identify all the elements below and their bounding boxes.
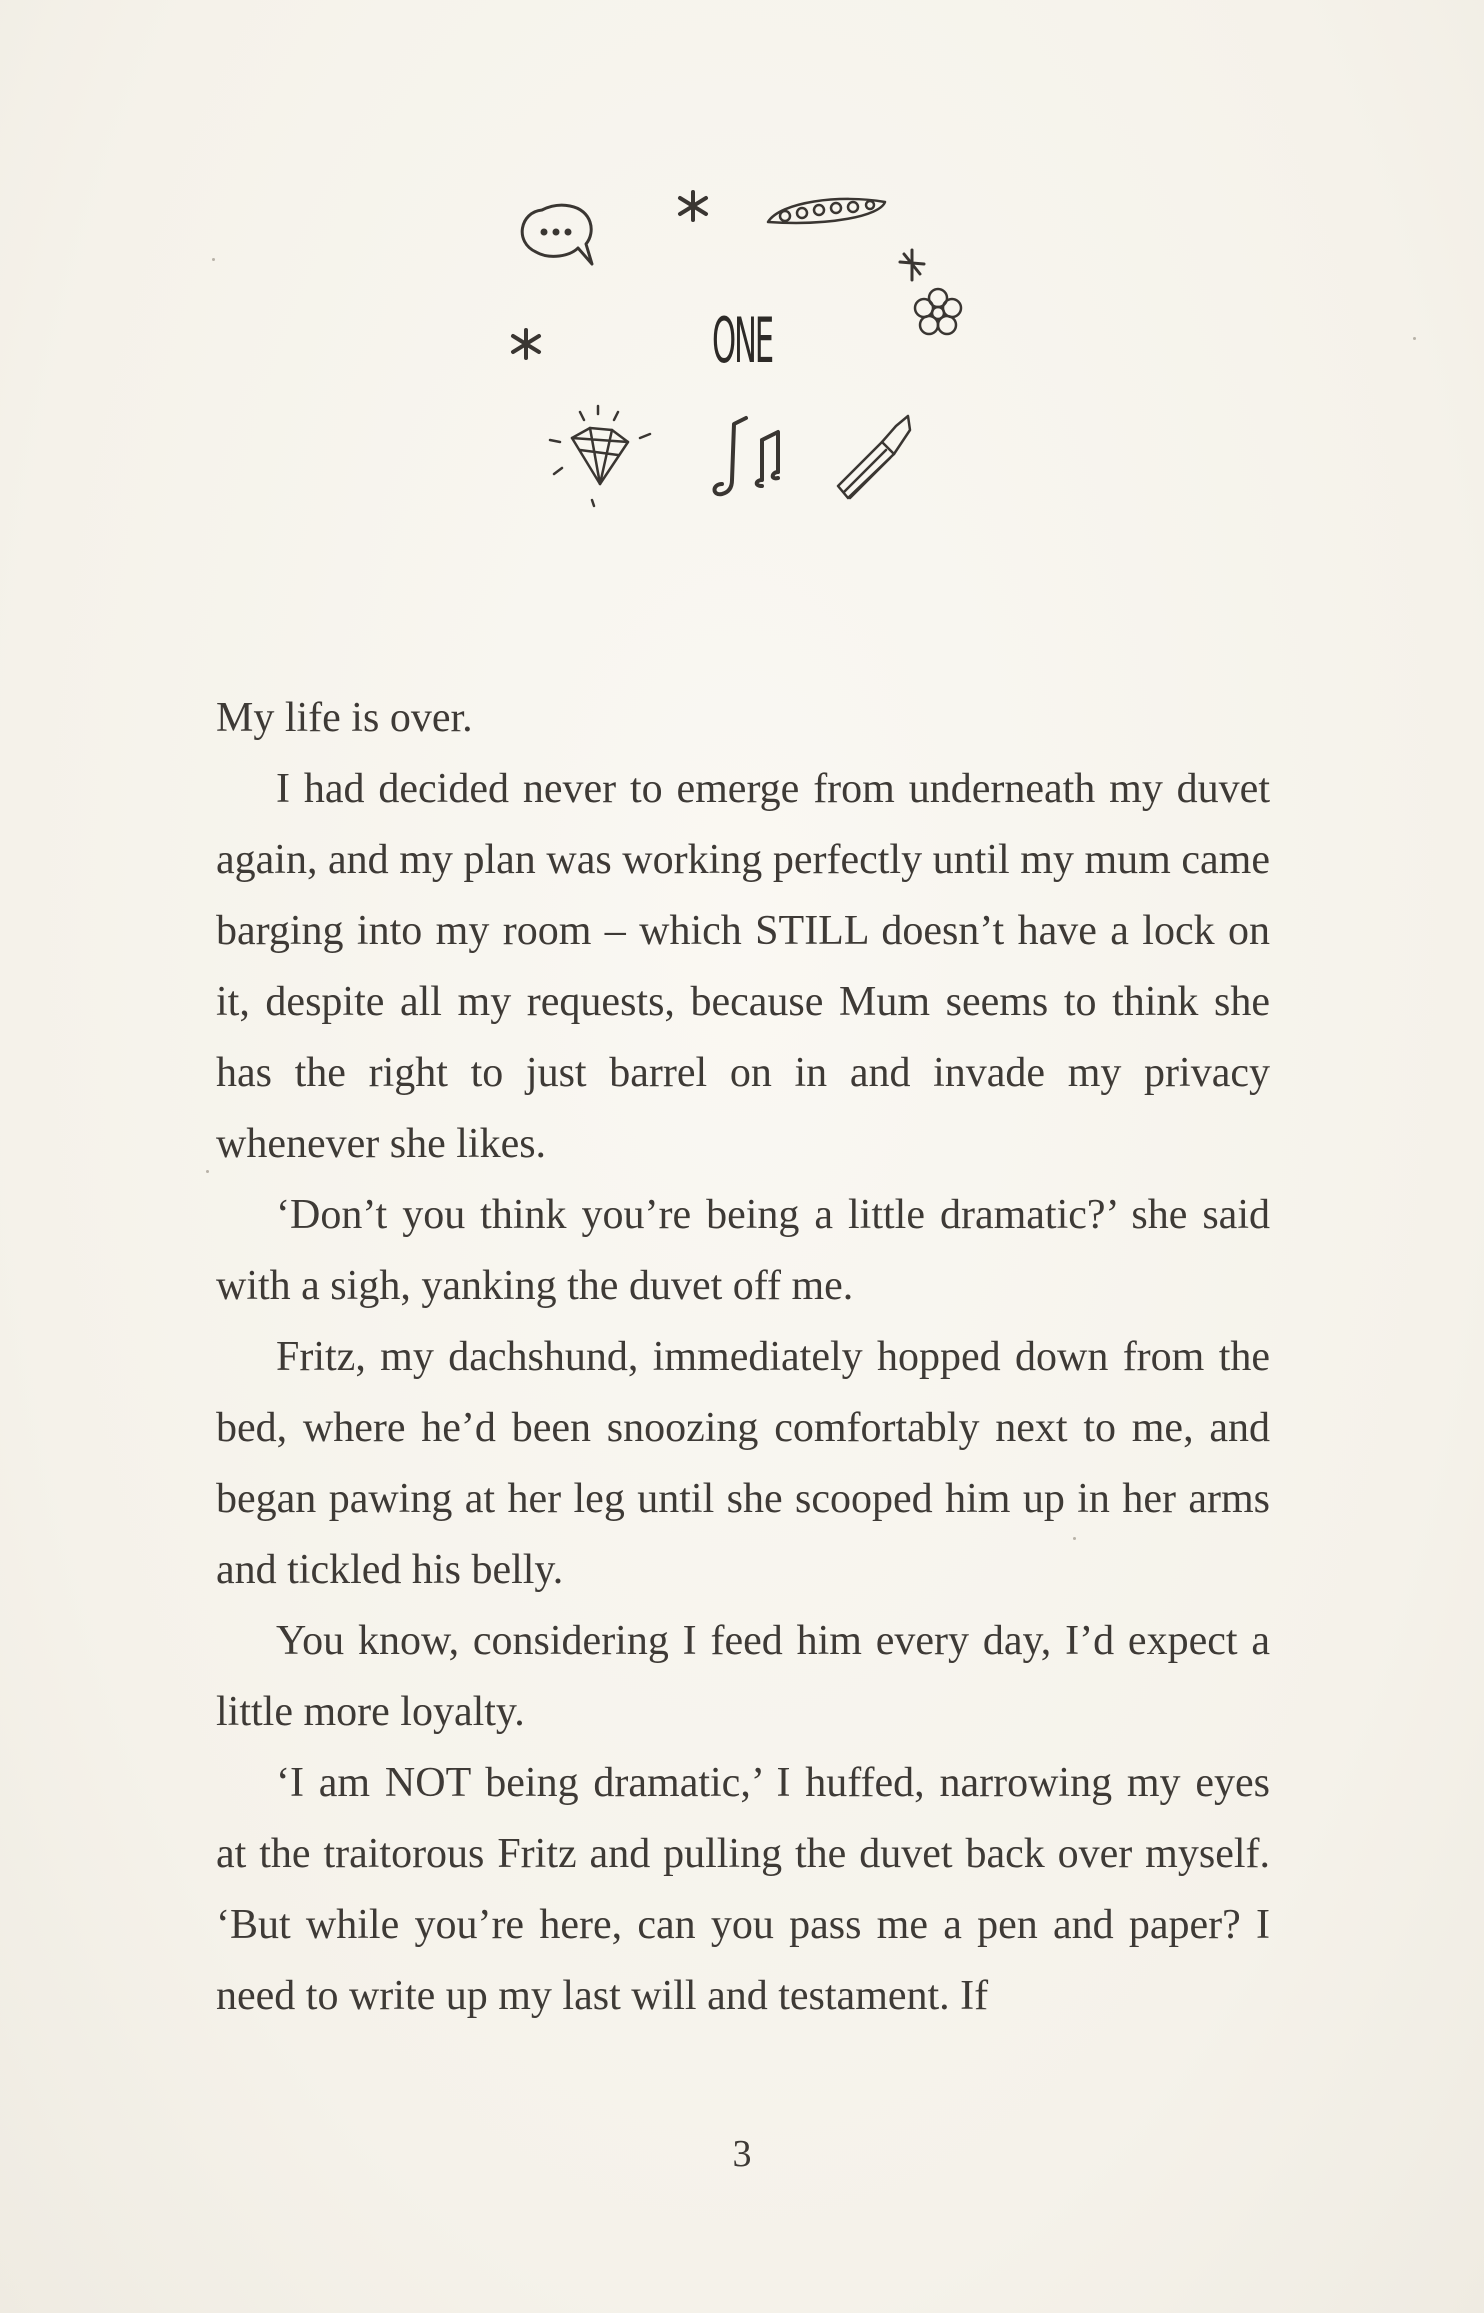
paragraph: I had decided never to emerge from underneath my duvet again, and my plan was working perfectly until my mum came barging into my room – which STILL doesn’t have a lock on it, despite all my requests, because Mum seems to think she has the right to just barrel on in and invade my privacy whenever she likes. bbox=[216, 766, 1270, 1167]
paragraph: ‘Don’t you think you’re being a little dramatic?’ she said with a sigh, yanking the duvet off me. bbox=[216, 1192, 1270, 1309]
sparkle-icon bbox=[900, 250, 924, 280]
body-text bbox=[216, 683, 1270, 2032]
page-number: 3 bbox=[732, 2133, 752, 2175]
chapter-title: ONE bbox=[712, 304, 772, 377]
music-notes-icon bbox=[715, 418, 779, 494]
paragraph: My life is over. bbox=[216, 695, 473, 741]
paragraph: You know, considering I feed him every day, I’d expect a little more loyalty. bbox=[216, 1618, 1270, 1735]
paragraph: ‘I am NOT being dramatic,’ I huffed, narrowing my eyes at the traitorous Fritz and pulling the duvet back over myself. ‘But while you’re here, can you pass me a pen and paper? I need to write up my last will and testament. If bbox=[216, 1760, 1270, 2019]
bracelet-icon bbox=[768, 199, 885, 223]
lipstick-icon bbox=[838, 416, 910, 498]
diamond-icon bbox=[550, 406, 650, 506]
star-icon bbox=[680, 192, 706, 220]
speech-bubble-icon bbox=[522, 205, 592, 264]
paragraph: Fritz, my dachshund, immediately hopped down from the bed, where he’d been snoozing comfortably next to me, and began pawing at her leg until she scooped him up in her arms and tickled his belly. bbox=[216, 1334, 1270, 1593]
